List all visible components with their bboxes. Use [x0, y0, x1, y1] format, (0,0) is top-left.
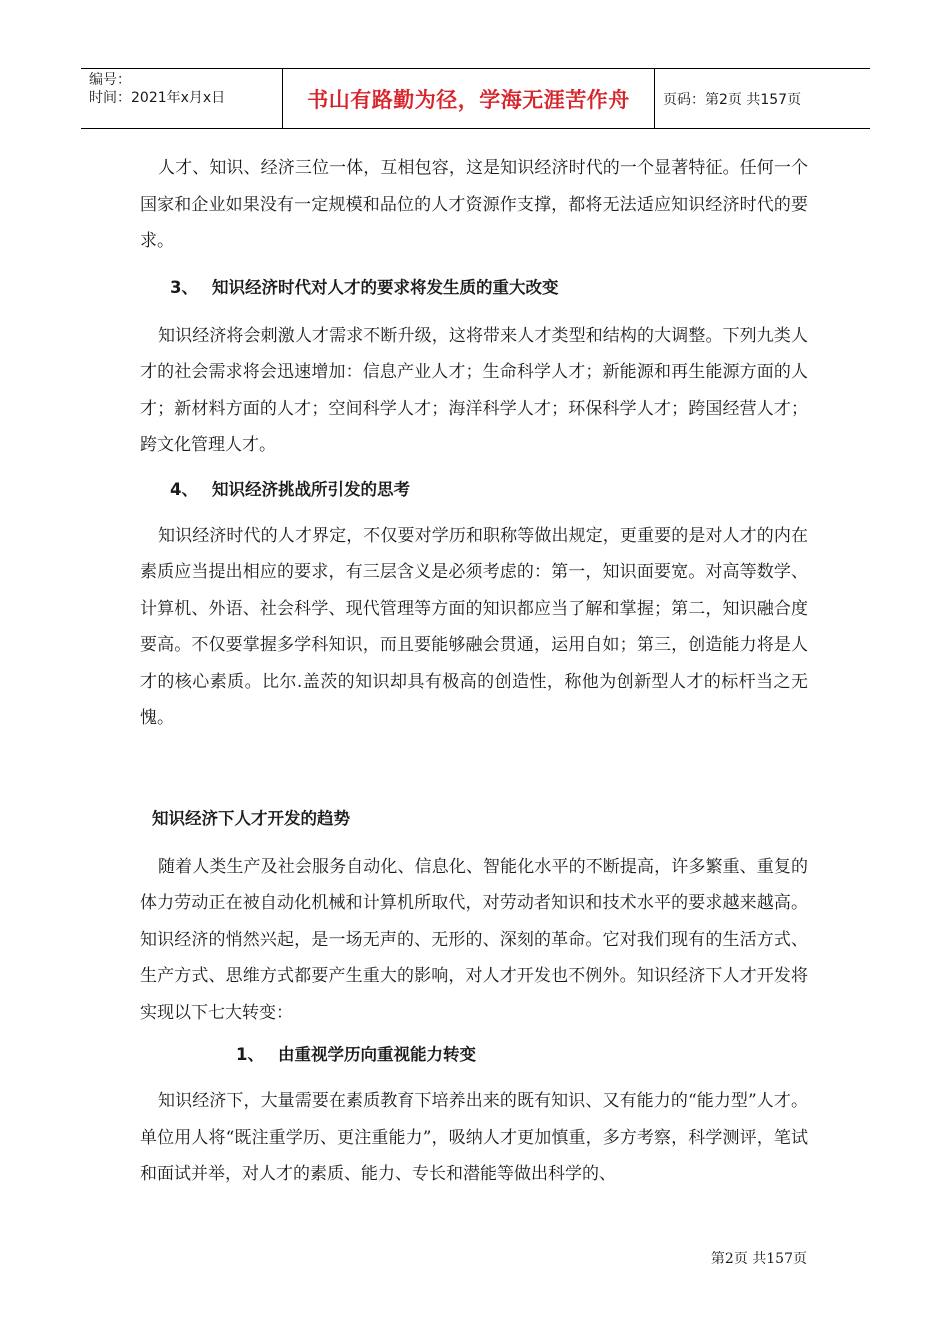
heading-3-text: 知识经济时代对人才的要求将发生质的重大改变: [212, 277, 559, 297]
paragraph-3: 知识经济时代的人才界定，不仅要对学历和职称等做出规定，更重要的是对人才的内在素质应当提出相应的要求，有三层含义是必须考虑的：第一，知识面要宽。对高等数学、计算机、外语、社会科学、现代管理等方面的知识都应当了解和掌握；第二，知识融合度要高。不仅要掌握多学科知识，而且要能够融会贯通，运用自如；第三，创造能力将是人才的核心素质。比尔.盖茨的知识却具有极高的创造性，称他为创新型人才的标杆当之无愧。: [140, 525, 808, 728]
heading-4-number: 4、: [170, 479, 198, 499]
section-title: 知识经济下人才开发的趋势: [152, 808, 350, 828]
heading-4-text: 知识经济挑战所引发的思考: [212, 479, 410, 499]
document-header: [81, 68, 870, 129]
document-date-label: 时间：2021年x月x日: [89, 90, 226, 106]
paragraph-1: 人才、知识、经济三位一体，互相包容，这是知识经济时代的一个显著特征。任何一个国家和企业如果没有一定规模和品位的人才资源作支撑，都将无法适应知识经济时代的要求。: [140, 158, 808, 251]
paragraph-5: 知识经济下，大量需要在素质教育下培养出来的既有知识、又有能力的“能力型”人才。单位用人将“既注重学历、更注重能力”，吸纳人才更加慎重，多方考察，科学测评，笔试和面试并举，对人才的素质、能力、专长和潜能等做出科学的、: [140, 1091, 808, 1184]
page-footer: 第2页 共157页: [710, 1251, 807, 1267]
header-meta: [81, 69, 282, 128]
heading-3: [140, 266, 808, 310]
heading-1: [140, 1033, 808, 1077]
paragraph-4: 随着人类生产及社会服务自动化、信息化、智能化水平的不断提高，许多繁重、重复的体力劳动正在被自动化机械和计算机所取代，对劳动者知识和技术水平的要求越来越高。知识经济的悄然兴起，是一场无声的、无形的、深刻的革命。它对我们现有的生活方式、生产方式、思维方式都要产生重大的影响，对人才开发也不例外。知识经济下人才开发将实现以下七大转变：: [140, 856, 808, 1023]
heading-1-text: 由重视学历向重视能力转变: [278, 1045, 476, 1064]
paragraph-2: 知识经济将会刺激人才需求不断升级，这将带来人才类型和结构的大调整。下列九类人才的社会需求将会迅速增加：信息产业人才；生命科学人才；新能源和再生能源方面的人才；新材料方面的人才；空间科学人才；海洋科学人才；环保科学人才；跨国经营人才；跨文化管理人才。: [140, 325, 808, 455]
heading-1-number: 1、: [236, 1045, 264, 1064]
document-number-label: 编号：: [89, 72, 131, 88]
document-body: [140, 150, 808, 1193]
header-motto: 书山有路勤为径，学海无涯苦作舟: [307, 87, 630, 112]
header-motto-cell: [282, 69, 655, 128]
heading-4: [140, 468, 808, 512]
heading-3-number: 3、: [170, 277, 198, 297]
header-page-info: 页码：第2页 共157页: [663, 91, 802, 108]
